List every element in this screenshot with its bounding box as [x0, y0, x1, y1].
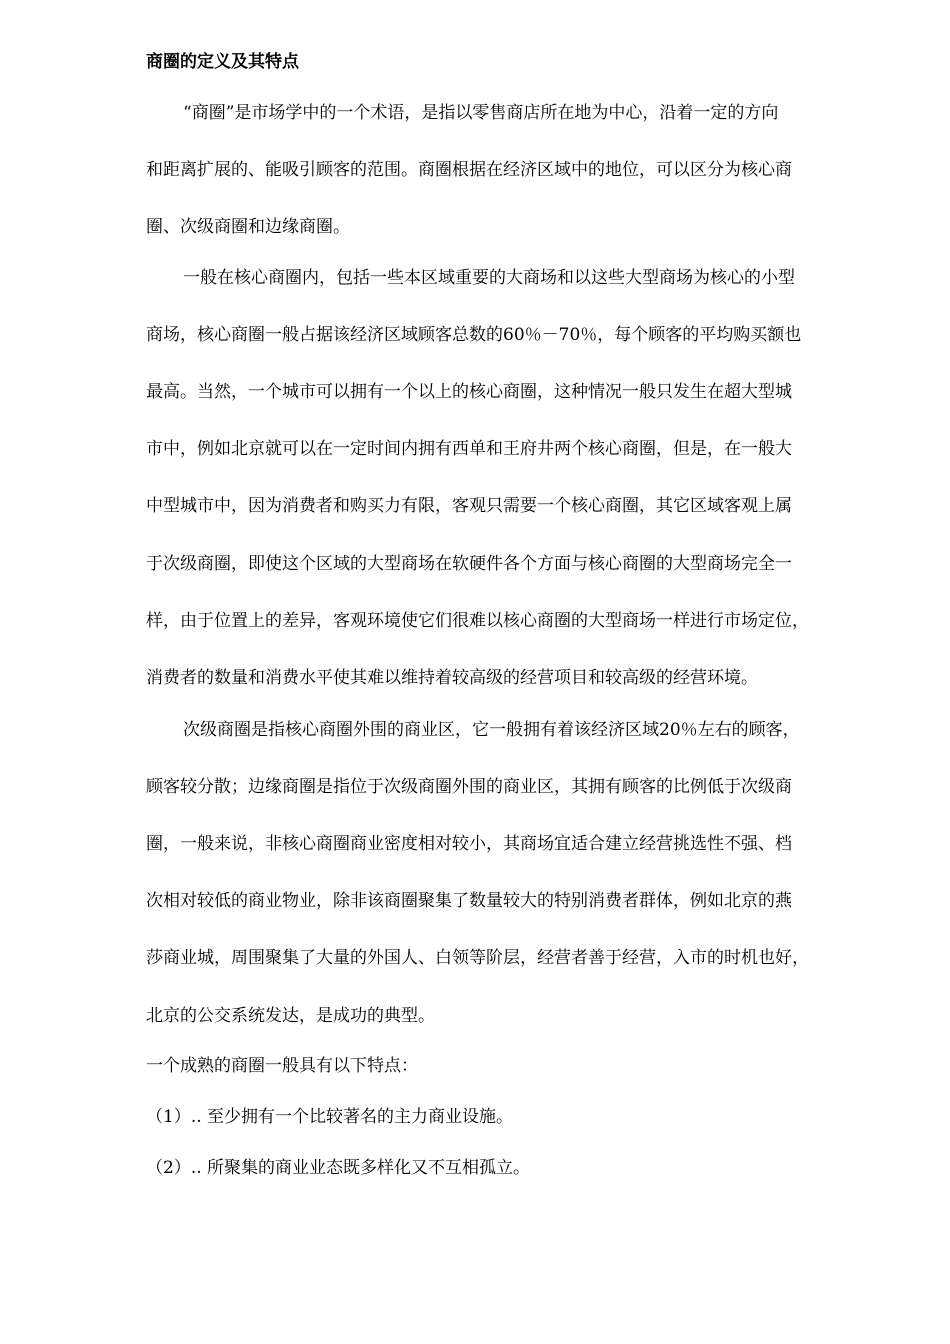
features-intro: 一个成熟的商圈一般具有以下特点： [146, 1056, 418, 1076]
paragraph-1-line-1: “商圈”是市场学中的一个术语，是指以零售商店所在地为中心，沿着一定的方向 [183, 103, 779, 123]
paragraph-2-line-6: 于次级商圈，即使这个区域的大型商场在软硬件各个方面与核心商圈的大型商场完全一 [146, 554, 792, 574]
paragraph-3-line-6: 北京的公交系统发达，是成功的典型。 [146, 1006, 435, 1026]
paragraph-2-line-5: 中型城市中，因为消费者和购买力有限，客观只需要一个核心商圈，其它区域客观上属 [146, 496, 792, 516]
paragraph-3-line-3: 圈，一般来说，非核心商圈商业密度相对较小，其商场宜适合建立经营挑选性不强、档 [146, 834, 792, 854]
feature-item-2: （2）.. 所聚集的商业业态既多样化又不互相孤立。 [146, 1158, 531, 1178]
feature-item-1: （1）.. 至少拥有一个比较著名的主力商业设施。 [146, 1107, 514, 1127]
paragraph-2-line-8: 消费者的数量和消费水平使其难以维持着较高级的经营项目和较高级的经营环境。 [146, 668, 758, 688]
paragraph-2-line-7: 样，由于位置上的差异，客观环境使它们很难以核心商圈的大型商场一样进行市场定位， [146, 611, 809, 631]
document-title: 商圈的定义及其特点 [146, 52, 299, 72]
paragraph-2-line-1: 一般在核心商圈内，包括一些本区域重要的大商场和以这些大型商场为核心的小型 [183, 268, 795, 288]
paragraph-1-line-3: 圈、次级商圈和边缘商圈。 [146, 217, 350, 237]
paragraph-3-line-5: 莎商业城，周围聚集了大量的外国人、白领等阶层，经营者善于经营，入市的时机也好， [146, 948, 809, 968]
paragraph-2-line-2: 商场，核心商圈一般占据该经济区域顾客总数的60％－70％，每个顾客的平均购买额也 [146, 325, 802, 345]
paragraph-1-line-2: 和距离扩展的、能吸引顾客的范围。商圈根据在经济区域中的地位，可以区分为核心商 [146, 160, 792, 180]
paragraph-2-line-4: 市中，例如北京就可以在一定时间内拥有西单和王府井两个核心商圈，但是，在一般大 [146, 439, 792, 459]
paragraph-2-line-3: 最高。当然，一个城市可以拥有一个以上的核心商圈，这种情况一般只发生在超大型城 [146, 382, 792, 402]
paragraph-3-line-1: 次级商圈是指核心商圈外围的商业区，它一般拥有着该经济区域20％左右的顾客， [183, 720, 800, 740]
paragraph-3-line-4: 次相对较低的商业物业，除非该商圈聚集了数量较大的特别消费者群体，例如北京的燕 [146, 891, 792, 911]
paragraph-3-line-2: 顾客较分散；边缘商圈是指位于次级商圈外围的商业区，其拥有顾客的比例低于次级商 [146, 777, 792, 797]
